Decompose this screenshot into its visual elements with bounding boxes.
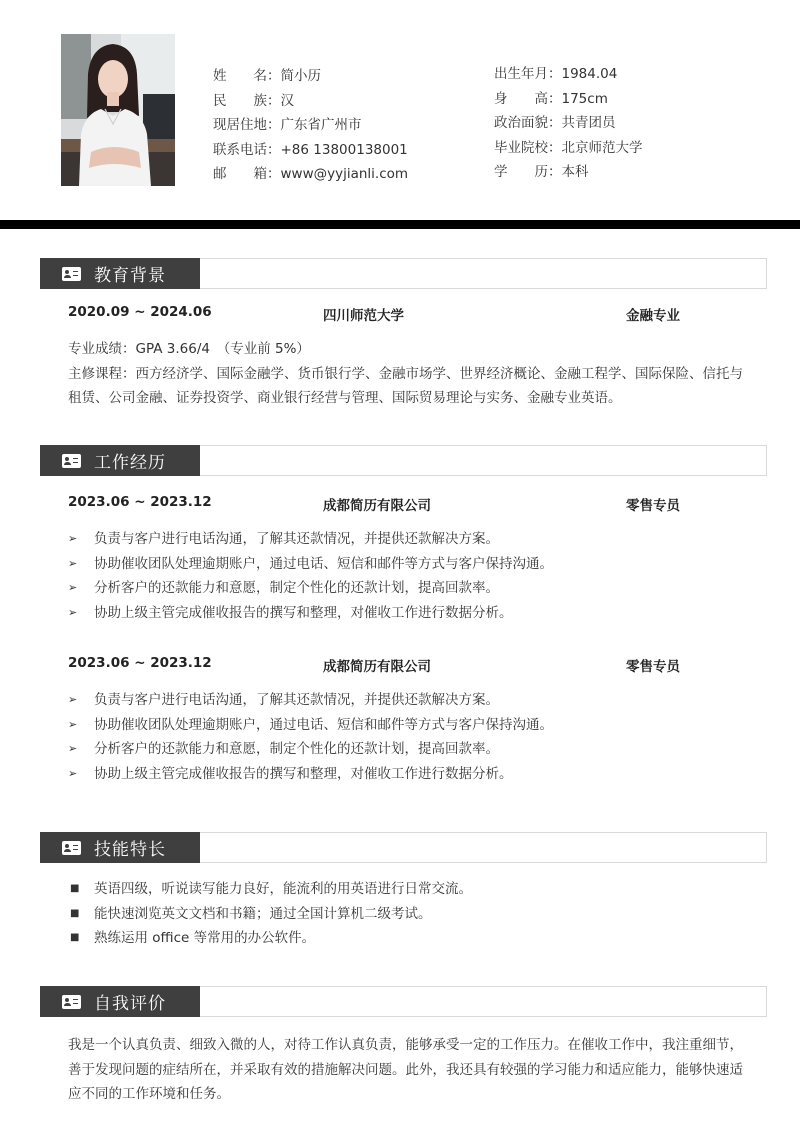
section-header-work <box>40 445 767 476</box>
duty-text: 协助催收团队处理逾期账户，通过电话、短信和邮件等方式与客户保持沟通。 <box>94 716 553 733</box>
profile-height-row <box>494 87 643 112</box>
list-item <box>68 527 748 552</box>
section-header-self <box>40 986 767 1017</box>
duty-text: 负责与客户进行电话沟通，了解其还款情况，并提供还款解决方案。 <box>94 531 499 547</box>
info-label: 政治面貌： <box>494 115 562 131</box>
list-item <box>68 737 748 762</box>
info-label: 出生年月： <box>494 66 562 82</box>
work-entry-head <box>68 494 708 514</box>
info-value: 175cm <box>561 90 608 107</box>
list-item <box>68 552 748 577</box>
self-evaluation-text: 我是一个认真负责、细致入微的人，对待工作认真负责，能够承受一定的工作压力。在催收工作中，我注重细节，善于发现问题的症结所在，并采取有效的措施解决问题。此外，我还具有较强的学习能力和适应能力，能够快速适应不同的工作环境和任务。 <box>68 1037 743 1102</box>
arrow-bullet-icon: ➢ <box>68 532 78 545</box>
skill-text: 熟练运用 office 等常用的办公软件。 <box>94 930 316 946</box>
section-title: 工作经历 <box>94 453 166 473</box>
profile-school-row <box>494 136 643 161</box>
work-position: 零售专员 <box>626 498 680 514</box>
education-courses: 主修课程：西方经济学、国际金融学、货币银行学、金融市场学、世界经济概论、金融工程学、国际保险、信托与租赁、公司金融、证券投资学、商业银行经营与管理、国际贸易理论与实务、金融专业英语。 <box>68 365 743 406</box>
list-item <box>68 713 748 738</box>
list-item <box>68 688 748 713</box>
info-label: 学 历： <box>494 164 562 180</box>
arrow-bullet-icon: ➢ <box>68 717 78 731</box>
education-school: 四川师范大学 <box>323 308 404 324</box>
info-value: www@yyjianli.com <box>280 166 409 182</box>
arrow-bullet-icon: ➢ <box>68 742 78 755</box>
section-title: 自我评价 <box>94 994 166 1014</box>
profile-info-right <box>494 62 643 185</box>
header-divider-bar <box>0 220 800 229</box>
id-card-icon <box>62 267 81 281</box>
duty-text: 协助上级主管完成催收报告的撰写和整理，对催收工作进行数据分析。 <box>94 765 513 782</box>
info-label: 姓 名： <box>213 68 281 84</box>
arrow-bullet-icon: ➢ <box>68 766 78 780</box>
work-duties-list <box>68 527 748 625</box>
list-item <box>68 926 748 951</box>
work-entry-head <box>68 655 708 675</box>
profile-degree-row <box>494 160 643 185</box>
info-value: 广东省广州市 <box>280 117 362 133</box>
info-label: 联系电话： <box>213 141 281 158</box>
section-tab-work <box>40 445 200 476</box>
work-period: 2023.06 ~ 2023.12 <box>68 494 212 510</box>
profile-residence-row <box>213 113 408 138</box>
section-header-skills <box>40 832 767 863</box>
info-value: 共青团员 <box>561 115 616 131</box>
list-item <box>68 877 748 902</box>
profile-info-left <box>213 64 408 187</box>
profile-phone-row <box>213 138 408 163</box>
work-company: 成都简历有限公司 <box>323 659 431 675</box>
duty-text: 分析客户的还款能力和意愿，制定个性化的还款计划，提高回款率。 <box>94 741 499 757</box>
arrow-bullet-icon: ➢ <box>68 605 78 619</box>
list-item <box>68 762 748 787</box>
info-label: 民 族： <box>213 92 281 109</box>
section-title: 教育背景 <box>94 266 166 286</box>
duty-text: 协助催收团队处理逾期账户，通过电话、短信和邮件等方式与客户保持沟通。 <box>94 555 553 572</box>
education-entry-head <box>68 304 708 324</box>
work-company: 成都简历有限公司 <box>323 498 431 514</box>
list-item <box>68 576 748 601</box>
arrow-bullet-icon: ➢ <box>68 581 78 594</box>
info-label: 现居住地： <box>213 117 281 133</box>
info-value: 1984.04 <box>561 66 618 82</box>
work-period: 2023.06 ~ 2023.12 <box>68 655 212 671</box>
arrow-bullet-icon: ➢ <box>68 556 78 570</box>
square-bullet-icon: ■ <box>70 883 80 894</box>
section-tab-skills <box>40 832 200 863</box>
education-details <box>68 337 748 411</box>
duty-text: 负责与客户进行电话沟通，了解其还款情况，并提供还款解决方案。 <box>94 692 499 708</box>
square-bullet-icon: ■ <box>70 932 80 943</box>
profile-email-row <box>213 162 408 187</box>
list-item <box>68 601 748 626</box>
arrow-bullet-icon: ➢ <box>68 693 78 706</box>
info-value: 简小历 <box>280 68 321 84</box>
education-gpa: 专业成绩：GPA 3.66/4 （专业前 5%） <box>68 341 310 357</box>
profile-birth-row <box>494 62 643 87</box>
duty-text: 分析客户的还款能力和意愿，制定个性化的还款计划，提高回款率。 <box>94 580 499 596</box>
info-label: 身 高： <box>494 90 562 107</box>
profile-political-row <box>494 111 643 136</box>
info-value: 北京师范大学 <box>561 139 643 156</box>
profile-name-row <box>213 64 408 89</box>
id-card-icon <box>62 454 81 468</box>
profile-photo <box>61 34 175 186</box>
work-position: 零售专员 <box>626 659 680 675</box>
skills-list <box>68 877 748 951</box>
duty-text: 协助上级主管完成催收报告的撰写和整理，对催收工作进行数据分析。 <box>94 604 513 621</box>
section-title: 技能特长 <box>94 840 166 860</box>
info-value: 汉 <box>280 92 294 109</box>
info-label: 毕业院校： <box>494 139 562 156</box>
section-header-education <box>40 258 767 289</box>
info-value: 本科 <box>561 164 589 180</box>
info-label: 邮 箱： <box>213 166 281 182</box>
profile-photo-image <box>61 34 175 186</box>
skill-text: 能快速浏览英文文档和书籍；通过全国计算机二级考试。 <box>94 905 432 922</box>
info-value: +86 13800138001 <box>280 141 408 158</box>
list-item <box>68 902 748 927</box>
square-bullet-icon: ■ <box>70 907 80 919</box>
id-card-icon <box>62 841 81 855</box>
section-tab-education <box>40 258 200 289</box>
section-tab-self <box>40 986 200 1017</box>
skill-text: 英语四级，听说读写能力良好，能流利的用英语进行日常交流。 <box>94 881 472 897</box>
profile-ethnicity-row <box>213 89 408 114</box>
education-period: 2020.09 ~ 2024.06 <box>68 304 212 320</box>
work-duties-list <box>68 688 748 786</box>
id-card-icon <box>62 995 81 1009</box>
education-major: 金融专业 <box>626 308 680 324</box>
